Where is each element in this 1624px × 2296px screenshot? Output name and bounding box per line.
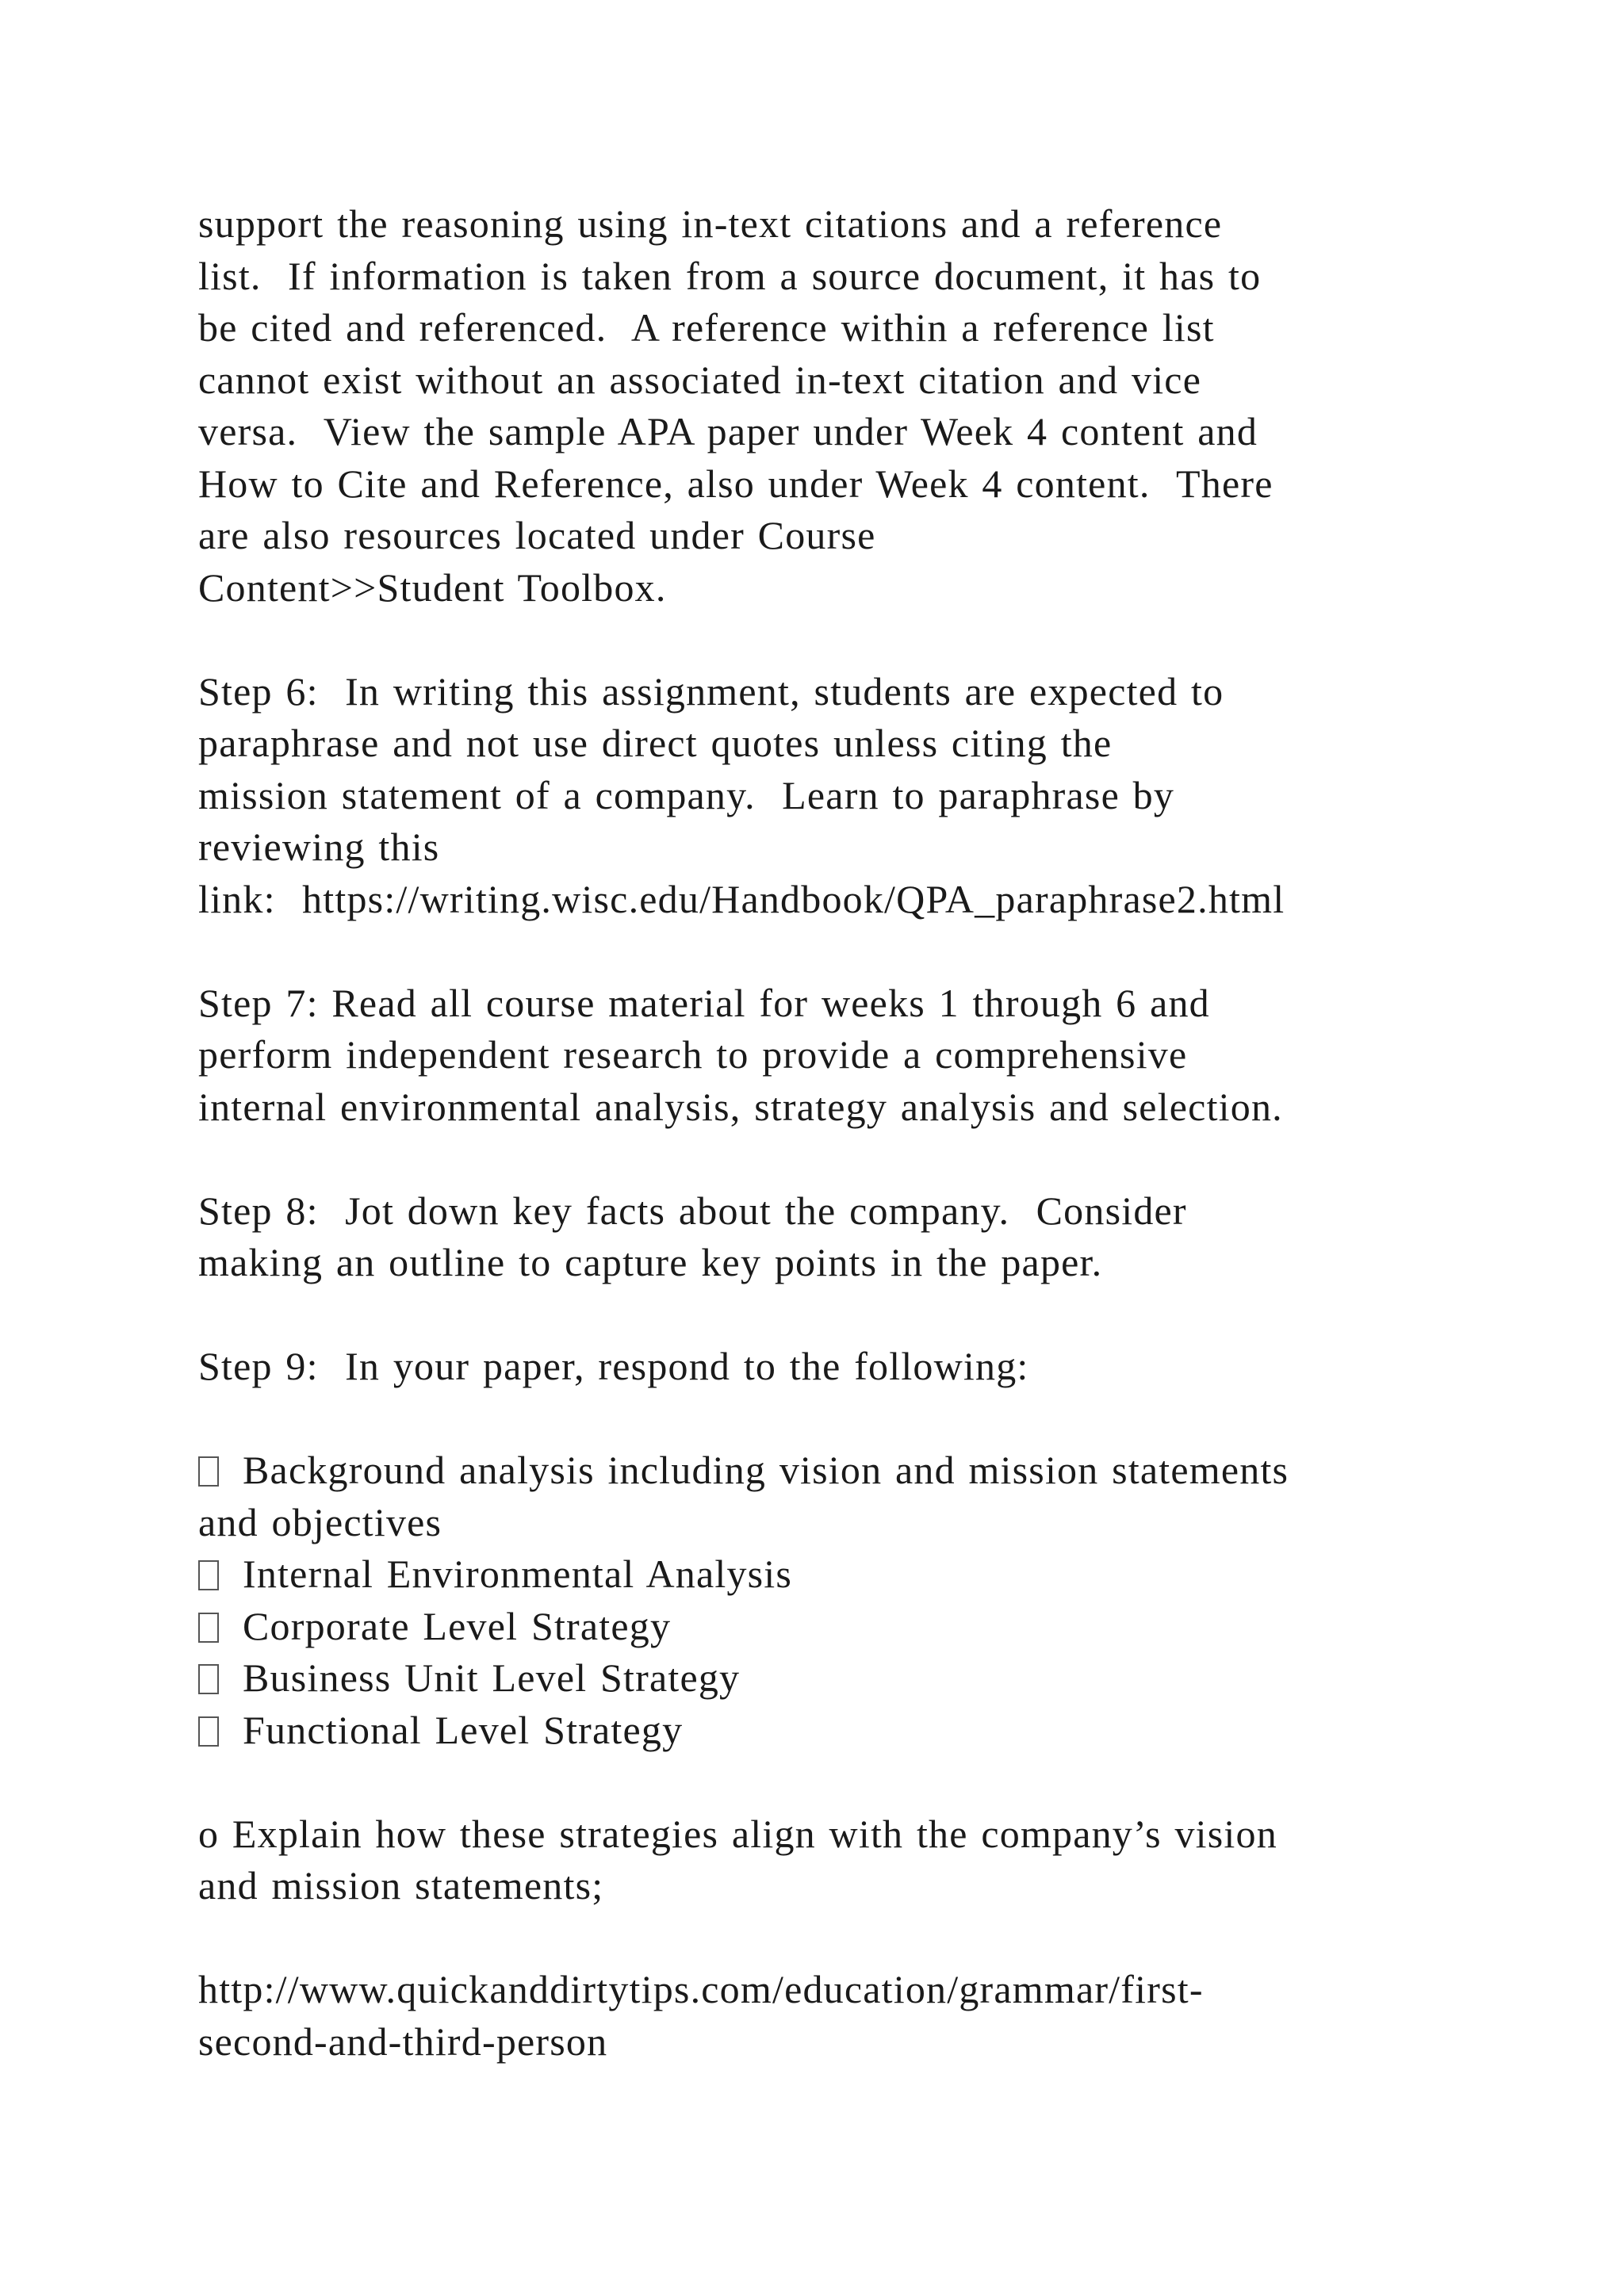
list-item: Functional Level Strategy: [198, 1705, 1562, 1757]
list-item: Business Unit Level Strategy: [198, 1652, 1562, 1705]
text-line: Content>>Student Toolbox.: [198, 564, 667, 610]
text-line: and mission statements;: [198, 1863, 604, 1908]
text-line: making an outline to capture key points in the paper.: [198, 1240, 1103, 1284]
missing-glyph-box-icon: [198, 1613, 219, 1643]
missing-glyph-box-icon: [198, 1456, 219, 1487]
text-line: Step 8: Jot down key facts about the company. Consider: [198, 1188, 1187, 1233]
text-line: How to Cite and Reference, also under Week 4 content. There: [198, 461, 1274, 506]
text-line: be cited and referenced. A reference within a reference list: [198, 305, 1215, 350]
text-line: cannot exist without an associated in-text citation and vice: [198, 357, 1202, 402]
list-item-continuation: and objectives: [198, 1499, 442, 1544]
text-line: support the reasoning using in-text citations and a reference: [198, 201, 1223, 246]
paragraph-step-8: [198, 1185, 1562, 1289]
paragraph-step-6: [198, 666, 1562, 926]
paragraph-step-9: [198, 1341, 1562, 1393]
list-item: Background analysis including vision and mission statements: [198, 1445, 1562, 1497]
grammar-link-line: second-and-third-person: [198, 2019, 608, 2064]
text-line: Step 6: In writing this assignment, students are expected to: [198, 668, 1224, 714]
missing-glyph-box-icon: [198, 1560, 219, 1590]
grammar-link-line: http://www.quickanddirtytips.com/education/grammar/first-: [198, 1967, 1204, 2011]
bullet-list: [198, 1445, 1562, 1756]
list-item: Internal Environmental Analysis: [198, 1548, 1562, 1601]
paragraph-alignment: [198, 1808, 1562, 1912]
text-line: o Explain how these strategies align with the company’s vision: [198, 1811, 1277, 1856]
text-line: mission statement of a company. Learn to paraphrase by: [198, 772, 1175, 817]
list-item: Corporate Level Strategy: [198, 1601, 1562, 1653]
text-line: versa. View the sample APA paper under Week 4 content and: [198, 409, 1258, 453]
missing-glyph-box-icon: [198, 1716, 219, 1747]
text-line: Step 7: Read all course material for weeks 1 through 6 and: [198, 980, 1210, 1025]
paragraph-grammar-link: [198, 1964, 1562, 2068]
paragraph-step-7: [198, 978, 1562, 1134]
text-line: reviewing this: [198, 825, 440, 869]
missing-glyph-box-icon: [198, 1664, 219, 1694]
document-body: [198, 198, 1562, 2120]
paraphrase-link-line: link: https://writing.wisc.edu/Handbook/QPA_paraphrase2.html: [198, 876, 1285, 921]
text-line: paraphrase and not use direct quotes unless citing the: [198, 721, 1113, 765]
text-line: perform independent research to provide a comprehensive: [198, 1032, 1188, 1077]
text-line: list. If information is taken from a source document, it has to: [198, 253, 1262, 298]
text-line: internal environmental analysis, strategy analysis and selection.: [198, 1084, 1283, 1129]
paragraph-citations: [198, 198, 1562, 614]
text-line: are also resources located under Course: [198, 513, 876, 557]
text-line: Step 9: In your paper, respond to the following:: [198, 1344, 1029, 1388]
